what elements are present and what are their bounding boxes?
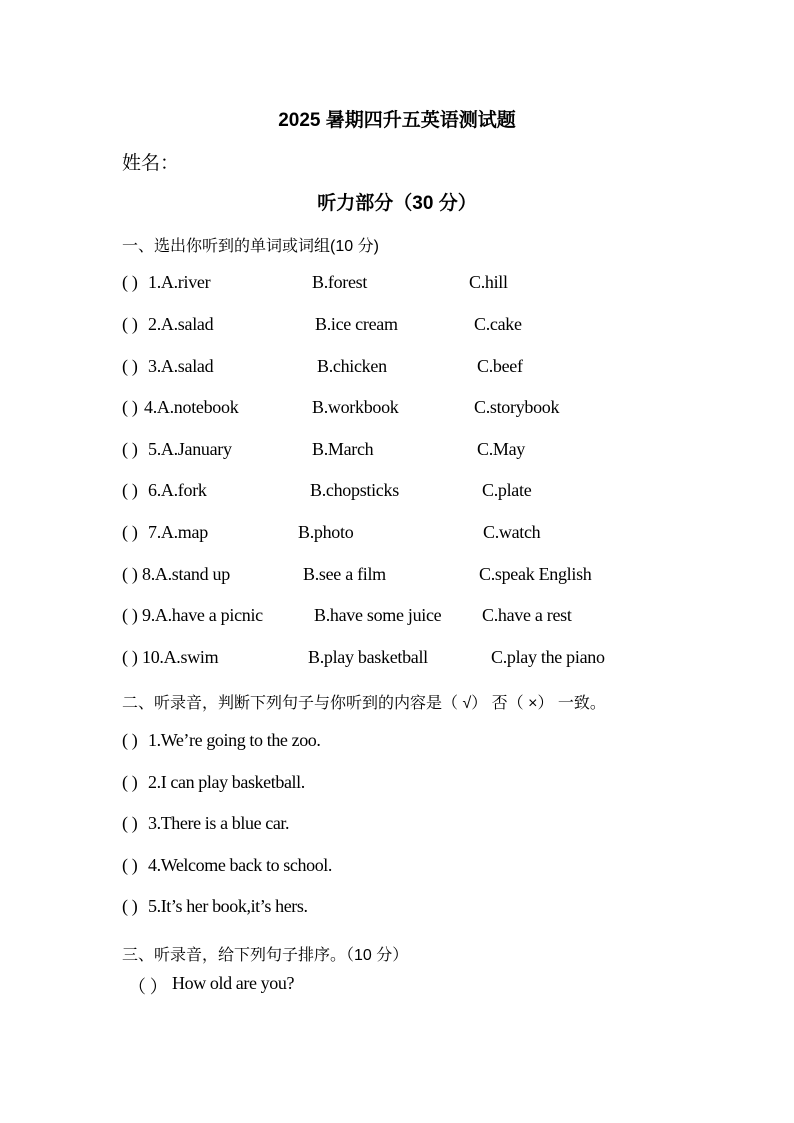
option-a: 9.A.have a picnic bbox=[142, 605, 263, 625]
option-a: 10.A.swim bbox=[142, 647, 219, 667]
option-b: B.chopsticks bbox=[310, 480, 399, 500]
option-c: C.cake bbox=[474, 314, 522, 334]
option-b: B.forest bbox=[312, 272, 368, 292]
answer-blank[interactable]: ( ) bbox=[122, 564, 138, 584]
option-c: C.have a rest bbox=[482, 605, 572, 625]
statement-text: 2.I can play basketball. bbox=[148, 772, 305, 792]
option-a: 1.A.river bbox=[148, 272, 211, 292]
part1-instruction: 一、选出你听到的单词或词组(10 分) bbox=[122, 238, 379, 255]
option-a: 2.A.salad bbox=[148, 314, 214, 334]
name-label: 姓名： bbox=[122, 153, 180, 174]
answer-blank[interactable]: ( ) bbox=[122, 605, 138, 625]
sentence-text: How old are you? bbox=[172, 973, 295, 993]
answer-blank[interactable]: ( ) bbox=[122, 896, 138, 916]
option-a: 7.A.map bbox=[148, 522, 208, 542]
option-b: B.chicken bbox=[317, 356, 387, 376]
answer-blank[interactable]: ( ) bbox=[122, 730, 138, 750]
answer-blank[interactable]: ( ) bbox=[122, 772, 138, 792]
option-b: B.March bbox=[312, 439, 374, 459]
answer-blank[interactable]: ( ) bbox=[122, 439, 138, 459]
answer-blank[interactable]: ( ) bbox=[122, 855, 138, 875]
option-c: C.plate bbox=[482, 480, 532, 500]
option-b: B.have some juice bbox=[314, 605, 442, 625]
option-c: C.hill bbox=[469, 272, 508, 292]
statement-text: 4.Welcome back to school. bbox=[148, 855, 332, 875]
option-b: B.workbook bbox=[312, 397, 399, 417]
listening-section-heading: 听力部分（30 分） bbox=[317, 193, 477, 214]
option-a: 4.A.notebook bbox=[144, 397, 239, 417]
option-b: B.play basketball bbox=[308, 647, 428, 667]
option-c: C.May bbox=[477, 439, 526, 459]
option-c: C.storybook bbox=[474, 397, 560, 417]
option-b: B.photo bbox=[298, 522, 354, 542]
option-a: 8.A.stand up bbox=[142, 564, 230, 584]
answer-blank[interactable]: ( ) bbox=[122, 647, 138, 667]
answer-blank[interactable]: （ ） bbox=[128, 977, 168, 997]
option-b: B.see a film bbox=[303, 564, 386, 584]
part2-instruction: 二、听录音，判断下列句子与你听到的内容是（ √） 否（ ×） 一致。 bbox=[122, 695, 606, 712]
option-a: 6.A.fork bbox=[148, 480, 207, 500]
answer-blank[interactable]: ( ) bbox=[122, 272, 138, 292]
exam-title: 2025 暑期四升五英语测试题 bbox=[278, 110, 516, 131]
answer-blank[interactable]: ( ) bbox=[122, 813, 138, 833]
answer-blank[interactable]: ( ) bbox=[122, 314, 138, 334]
option-c: C.speak English bbox=[479, 564, 592, 584]
option-b: B.ice cream bbox=[315, 314, 398, 334]
part3-instruction: 三、听录音，给下列句子排序。（10 分） bbox=[122, 947, 409, 964]
option-a: 5.A.January bbox=[148, 439, 232, 459]
option-a: 3.A.salad bbox=[148, 356, 214, 376]
answer-blank[interactable]: ( ) bbox=[122, 356, 138, 376]
option-c: C.watch bbox=[483, 522, 541, 542]
answer-blank[interactable]: ( ) bbox=[122, 522, 138, 542]
option-c: C.beef bbox=[477, 356, 523, 376]
option-c: C.play the piano bbox=[491, 647, 605, 667]
statement-text: 3.There is a blue car. bbox=[148, 813, 290, 833]
answer-blank[interactable]: ( ) bbox=[122, 480, 138, 500]
statement-text: 1.We’re going to the zoo. bbox=[148, 730, 321, 750]
statement-text: 5.It’s her book,it’s hers. bbox=[148, 896, 308, 916]
answer-blank[interactable]: ( ) bbox=[122, 397, 138, 417]
